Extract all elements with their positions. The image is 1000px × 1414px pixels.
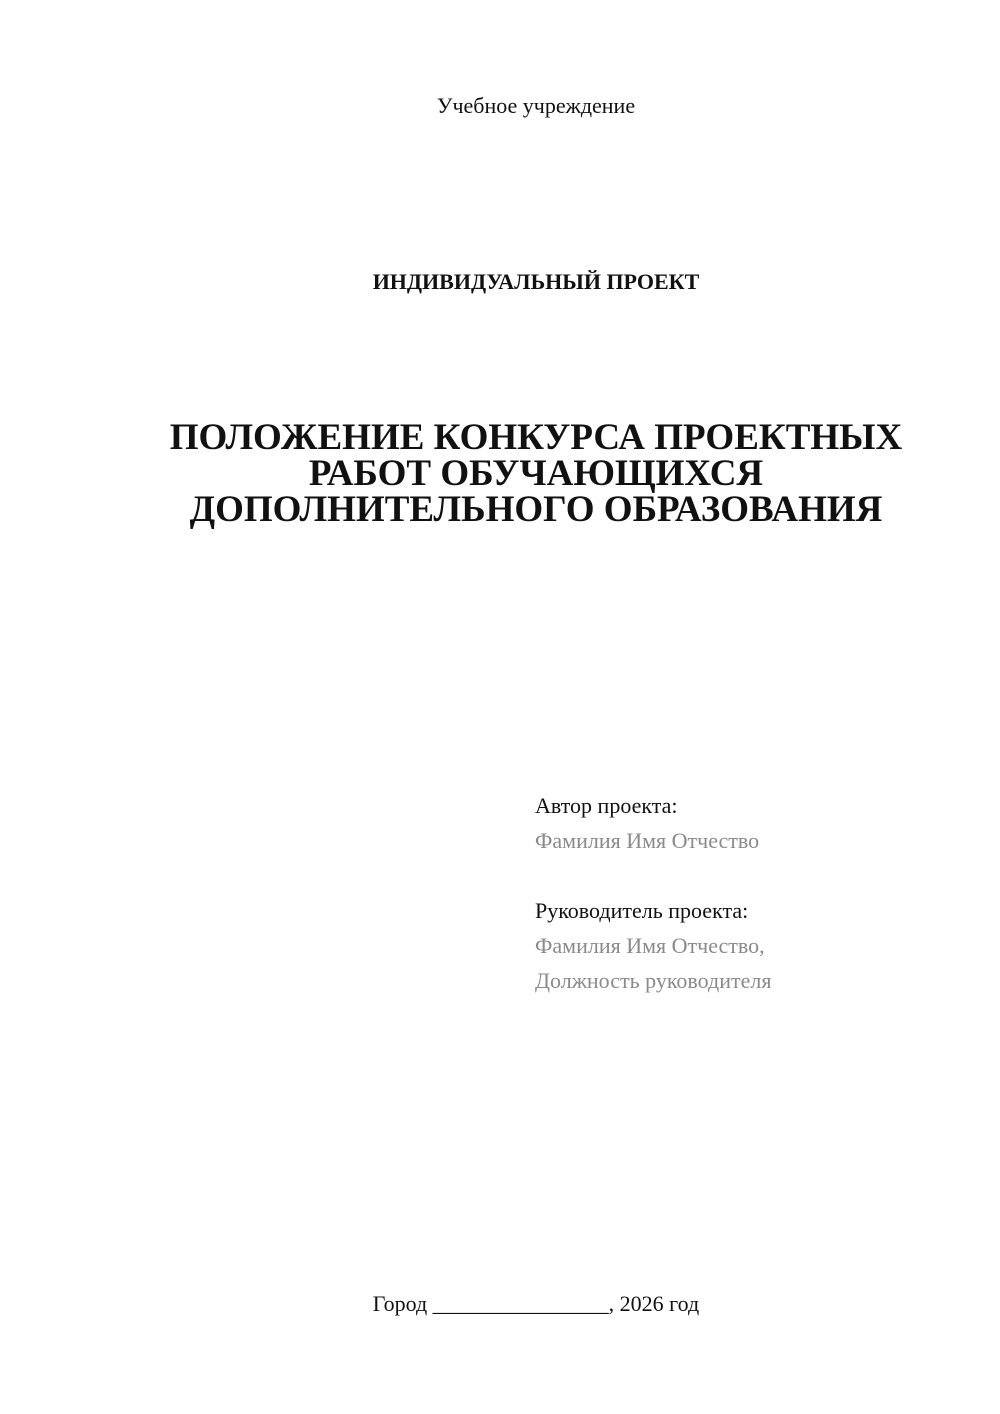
supervisor-label: Руководитель проекта: [535,898,749,923]
supervisor-position-placeholder: Должность руководителя [535,968,772,993]
author-label: Автор проекта: [535,793,678,818]
author-name-placeholder: Фамилия Имя Отчество [535,828,760,853]
project-title-line-1: ПОЛОЖЕНИЕ КОНКУРСА ПРОЕКТНЫХ [169,417,903,458]
city-year-line: Город ________________, 2026 год [372,1291,700,1316]
credits-spacer [535,858,975,893]
project-type-heading: ИНДИВИДУАЛЬНЫЙ ПРОЕКТ [372,269,700,294]
institution-name: Учебное учреждение [436,93,636,118]
project-title-line-2: РАБОТ ОБУЧАЮЩИХСЯ [308,453,764,494]
project-title [0,417,1000,530]
project-title-line-3: ДОПОЛНИТЕЛЬНОГО ОБРАЗОВАНИЯ [189,489,883,530]
supervisor-name-placeholder: Фамилия Имя Отчество, [535,933,765,958]
project-credits [535,788,975,998]
